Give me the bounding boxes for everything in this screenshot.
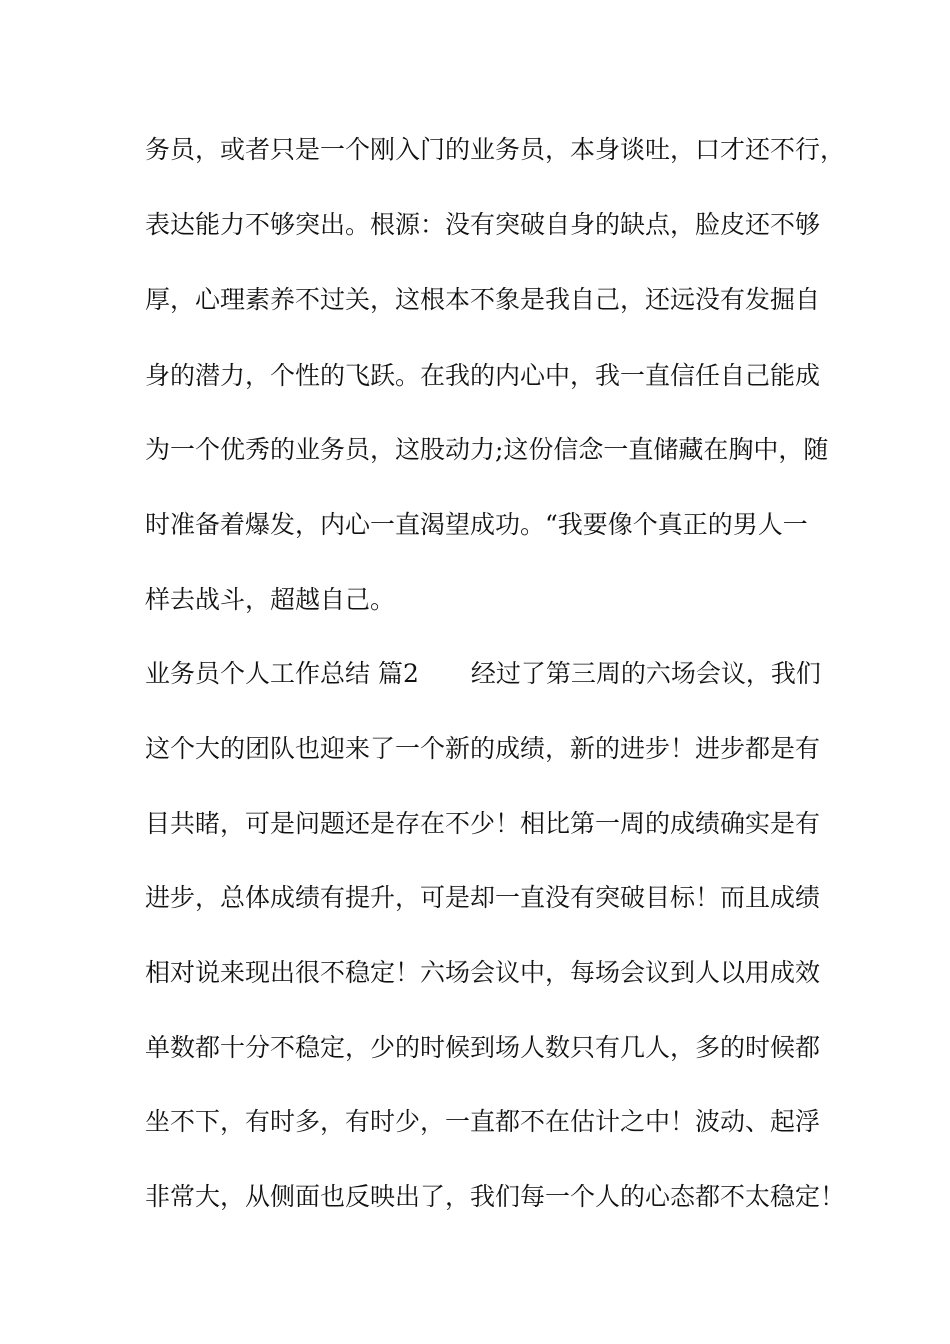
paragraph-line: 这个大的团队也迎来了一个新的成绩，新的进步！进步都是有 <box>145 734 821 763</box>
paragraph-line: 非常大，从侧面也反映出了，我们每一个人的心态都不太稳定！ <box>145 1182 845 1211</box>
paragraph-line: 单数都十分不稳定，少的时候到场人数只有几人，多的时候都 <box>145 1033 821 1062</box>
section-heading: 业务员个人工作总结 篇2 <box>145 659 419 688</box>
paragraph-line: 时准备着爆发，内心一直渴望成功。“我要像个真正的男人一 <box>145 510 808 539</box>
paragraph-line: 相对说来现出很不稳定！六场会议中，每场会议到人以用成效 <box>145 958 821 987</box>
paragraph-line: 务员，或者只是一个刚入门的业务员，本身谈吐，口才还不行， <box>145 135 845 164</box>
paragraph-line: 表达能力不够突出。根源：没有突破自身的缺点，脸皮还不够 <box>145 210 821 239</box>
paragraph-line: 进步，总体成绩有提升，可是却一直没有突破目标！而且成绩 <box>145 883 821 912</box>
section-heading-line <box>145 659 845 689</box>
paragraph-line: 身的潜力，个性的飞跃。在我的内心中，我一直信任自己能成 <box>145 361 821 390</box>
paragraph-line: 经过了第三周的六场会议，我们 <box>470 659 821 688</box>
paragraph-line: 为一个优秀的业务员，这股动力;这份信念一直储藏在胸中，随 <box>145 435 829 464</box>
paragraph-line: 坐不下，有时多，有时少，一直都不在估计之中！波动、起浮 <box>145 1107 821 1136</box>
paragraph-line: 厚，心理素养不过关，这根本不象是我自己，还远没有发掘自 <box>145 285 821 314</box>
paragraph-line: 样去战斗，超越自己。 <box>145 585 396 614</box>
paragraph-line: 目共睹，可是问题还是存在不少！相比第一周的成绩确实是有 <box>145 809 821 838</box>
